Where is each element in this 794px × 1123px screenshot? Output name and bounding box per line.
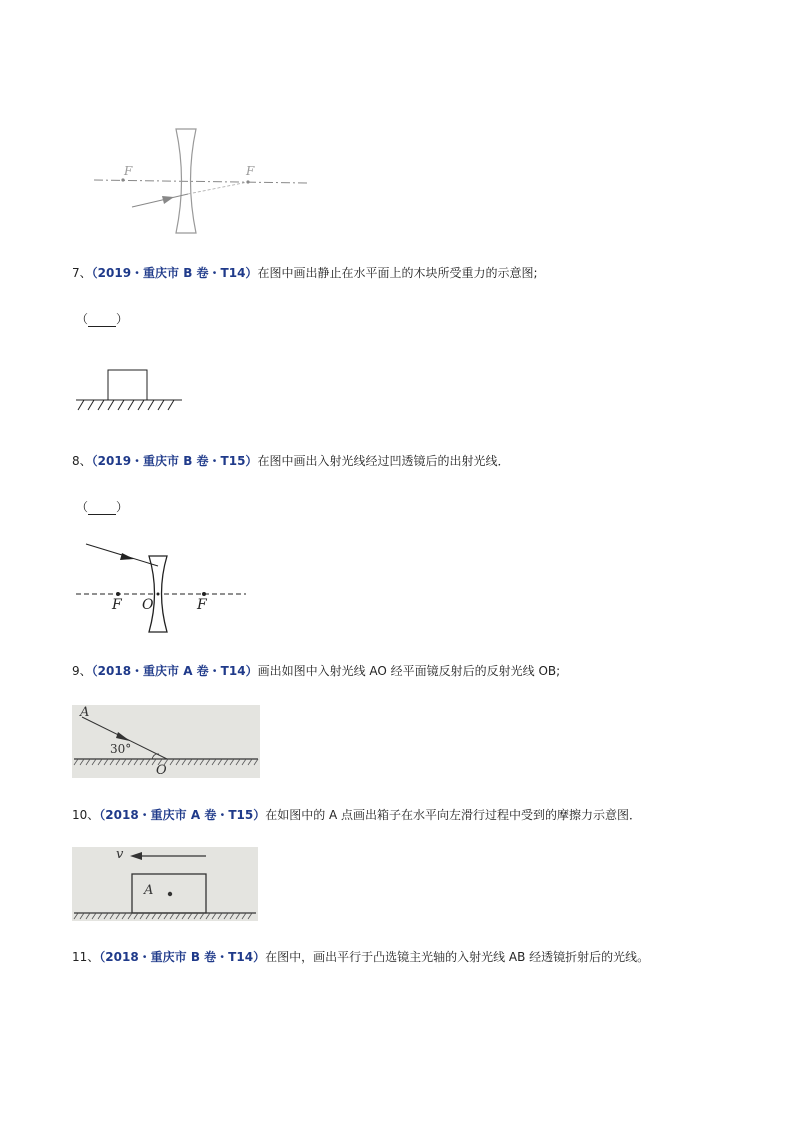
- optical-center-label: O: [142, 597, 154, 613]
- point-a-dot: [168, 892, 172, 896]
- answer-blank-7[interactable]: （ ）: [76, 312, 129, 326]
- question-number: 11、: [72, 950, 100, 964]
- question-11: [72, 949, 649, 965]
- optical-center: [157, 593, 160, 596]
- diagram-concave-lens-top: [90, 125, 320, 240]
- question-number: 7、: [72, 266, 92, 280]
- velocity-label: v: [116, 847, 124, 862]
- diagram-block-on-ground: [72, 366, 187, 414]
- wooden-block: [108, 370, 147, 400]
- angle-label: 30°: [110, 742, 132, 756]
- question-text: 在如图中的 A 点画出箱子在水平向左滑行过程中受到的摩擦力示意图．: [265, 808, 642, 822]
- focal-point-left: [116, 592, 120, 596]
- question-source: （2019・重庆市 B 卷・T14）: [91, 266, 258, 280]
- question-text: 画出如图中入射光线 AO 经平面镜反射后的反射光线 OB;: [257, 664, 561, 678]
- ray-arrow: [120, 553, 134, 560]
- question-source: （2019・重庆市 B 卷・T15）: [91, 454, 258, 468]
- question-source: （2018・重庆市 B 卷・T14）: [99, 950, 266, 964]
- question-number: 9、: [72, 664, 92, 678]
- focal-point-right: [202, 592, 206, 596]
- focal-label-left: F: [124, 164, 133, 178]
- ground-hatching: [74, 913, 252, 919]
- focal-label-left: F: [112, 597, 122, 613]
- answer-blank-8[interactable]: （ ）: [76, 500, 129, 514]
- focal-point-right: [246, 180, 249, 183]
- principal-axis: [94, 180, 308, 183]
- ray-arrow: [116, 732, 130, 741]
- question-text: 在图中画出静止在水平面上的木块所受重力的示意图;: [257, 266, 538, 280]
- incident-ray: [132, 194, 188, 207]
- focal-label-right: F: [197, 597, 207, 613]
- focal-point-left: [121, 178, 124, 181]
- question-number: 10、: [72, 808, 100, 822]
- question-9: [72, 663, 560, 679]
- dashed-extension: [188, 182, 248, 194]
- ground-hatching: [78, 400, 174, 410]
- diagram-sliding-box: [72, 847, 258, 921]
- question-source: （2018・重庆市 A 卷・T15）: [99, 808, 266, 822]
- velocity-arrow-head: [130, 852, 142, 860]
- question-number: 8、: [72, 454, 92, 468]
- point-o-label: O: [156, 763, 167, 778]
- diagram-concave-lens: [72, 540, 252, 635]
- ray-arrow: [162, 196, 174, 204]
- diagram-plane-mirror: [72, 705, 260, 778]
- question-10: [72, 807, 641, 823]
- focal-label-right: F: [246, 164, 255, 178]
- point-a-label: A: [144, 883, 154, 898]
- question-source: （2018・重庆市 A 卷・T14）: [91, 664, 258, 678]
- question-7: [72, 265, 537, 281]
- question-text: 在图中，画出平行于凸选镜主光轴的入射光线 AB 经透镜折射后的光线。: [265, 950, 650, 964]
- point-a-label: A: [80, 705, 90, 720]
- question-8: [72, 453, 509, 469]
- question-text: 在图中画出入射光线经过凹透镜后的出射光线．: [257, 454, 510, 468]
